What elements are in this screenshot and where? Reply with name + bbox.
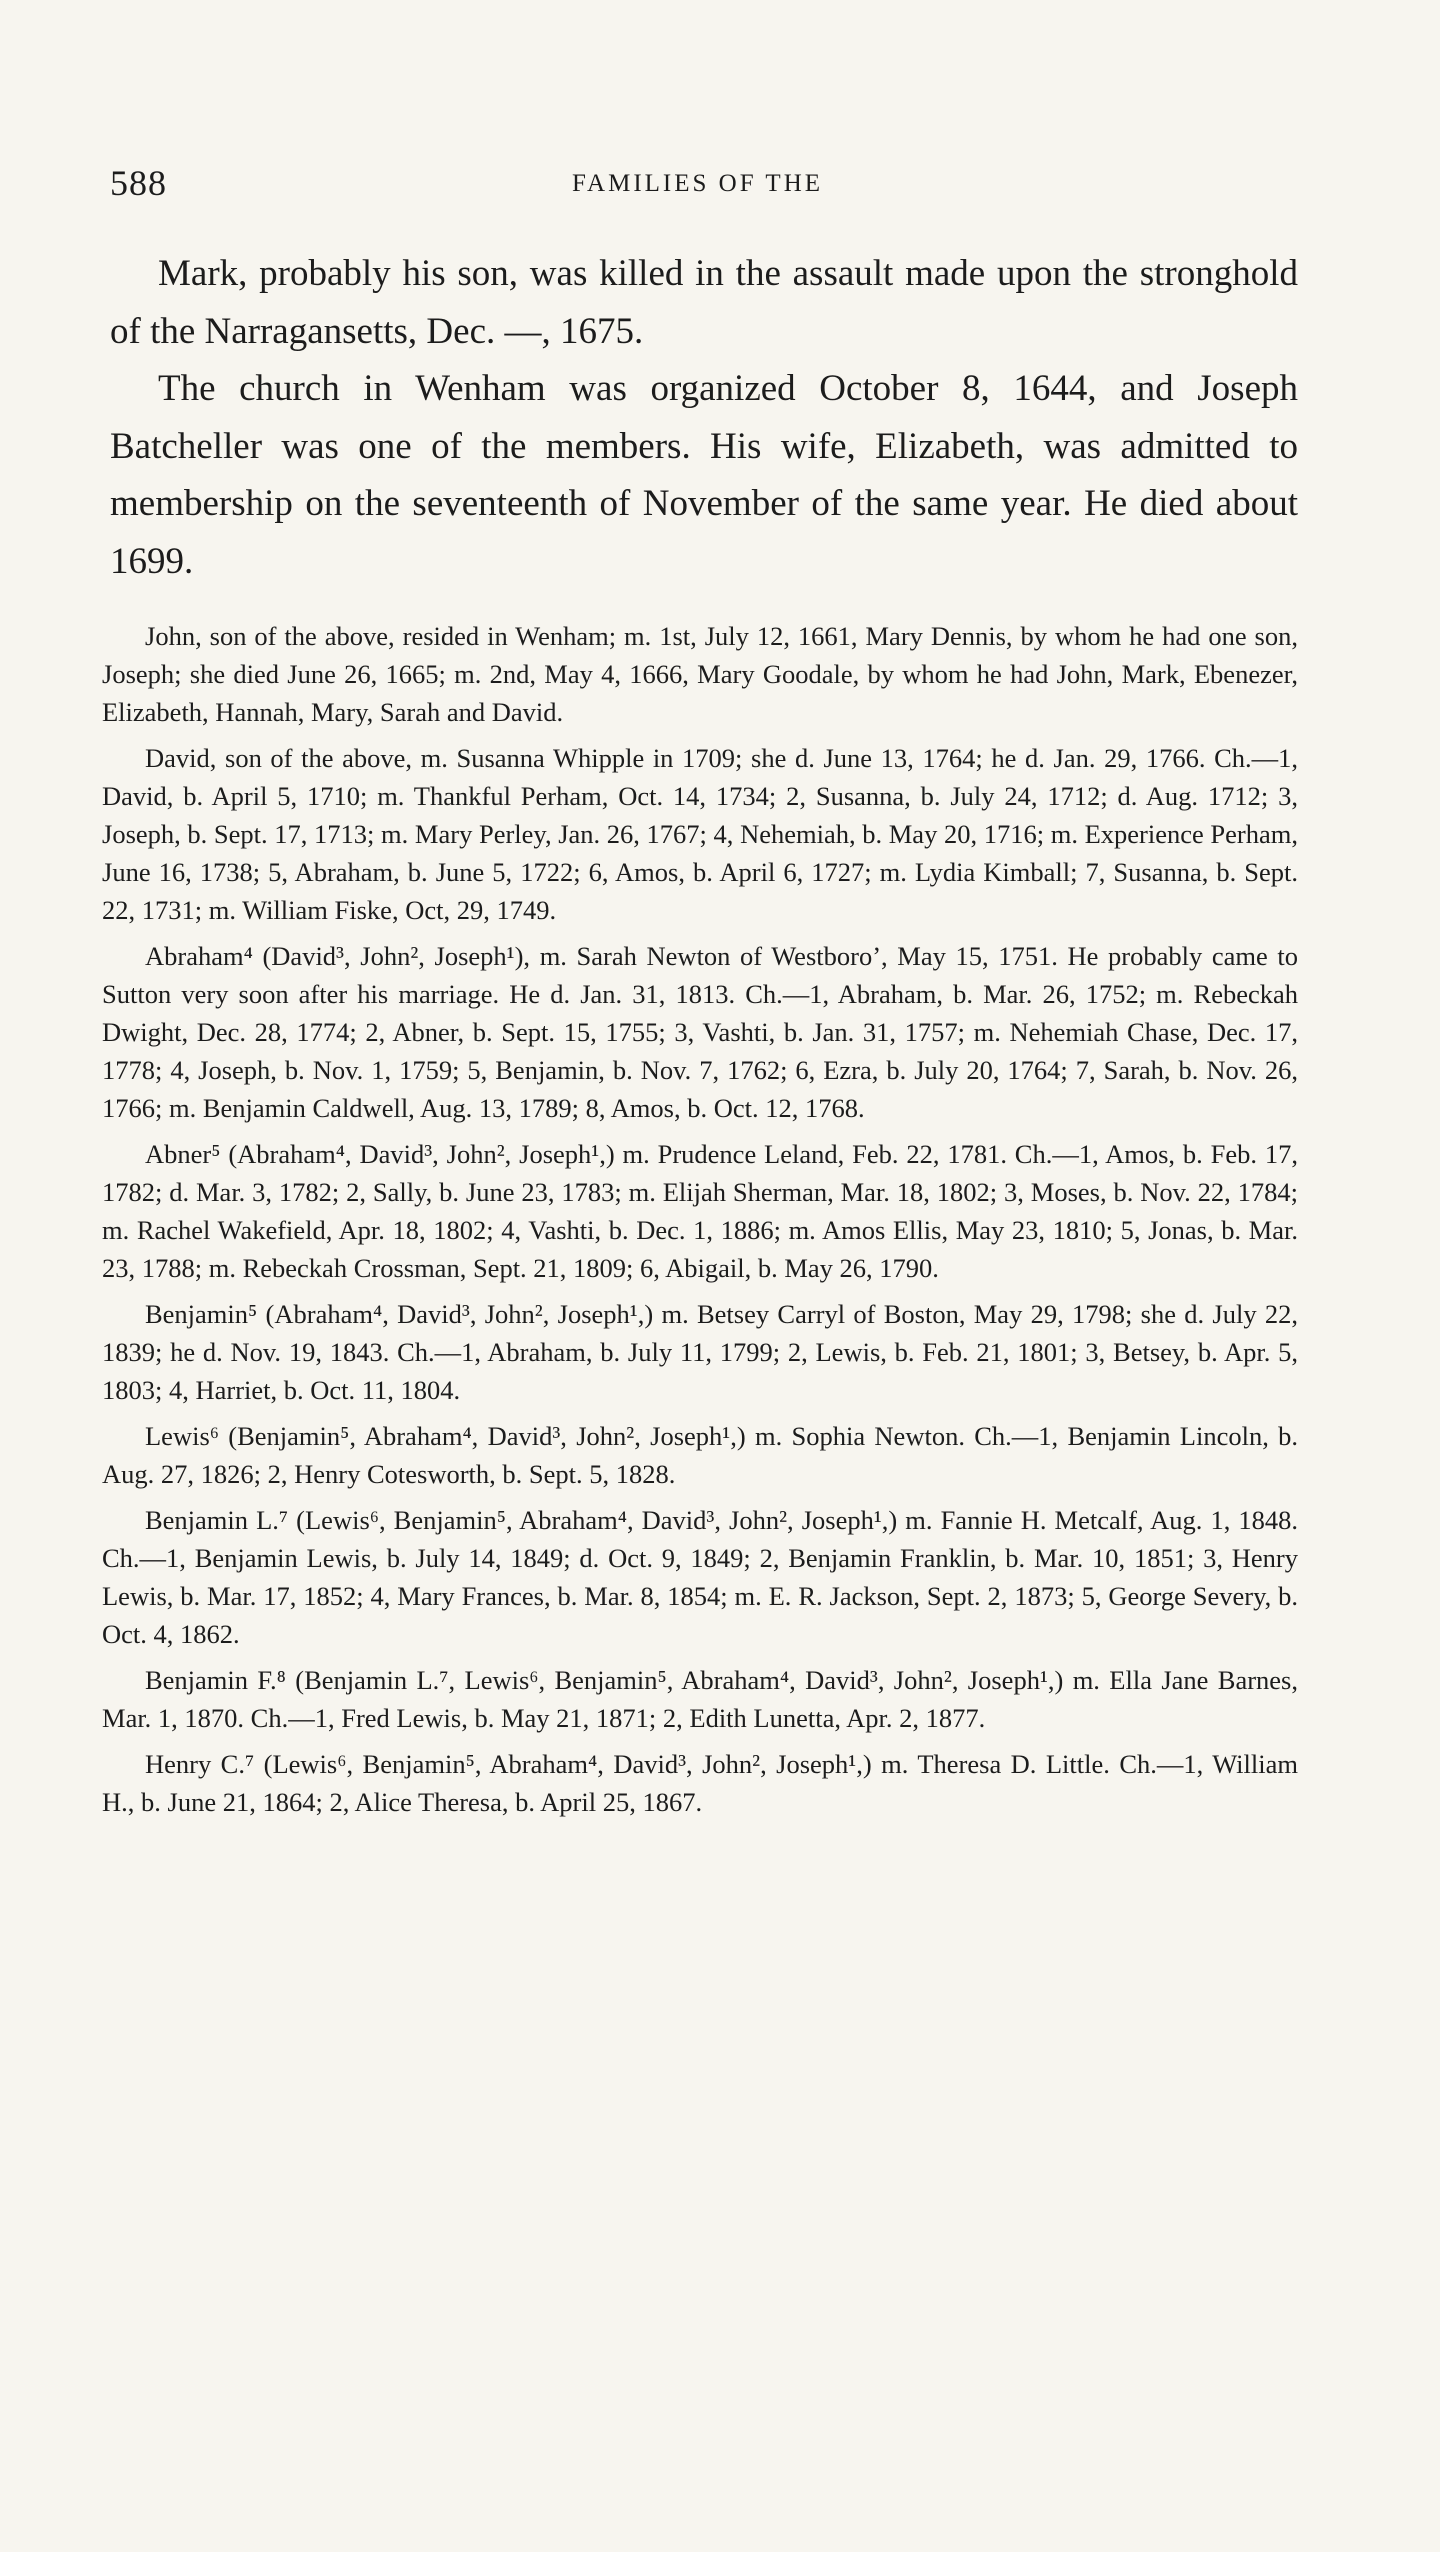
genealogy-entry-benjamin-l: Benjamin L.⁷ (Lewis⁶, Benjamin⁵, Abraham⁴, David³, John², Joseph¹,) m. Fannie H. Metcalf, Aug. 1, 1848. Ch.—1, Benjamin Lewis, b. July 14, 1849; d. Oct. 9, 1849; 2, Benjamin Franklin, b. Mar. 10, 1851; 3, Henry Lewis, b. Mar. 17, 1852; 4, Mary Frances, b. Mar. 8, 1854; m. E. R. Jackson, Sept. 2, 1873; 5, George Severy, b. Oct. 4, 1862. (102, 1505, 1298, 1649)
running-title: FAMILIES OF THE (571, 170, 824, 197)
page-number: 588 (110, 163, 167, 203)
genealogy-entries (102, 617, 1298, 1821)
genealogy-entry-benjamin-f: Benjamin F.⁸ (Benjamin L.⁷, Lewis⁶, Benjamin⁵, Abraham⁴, David³, John², Joseph¹,) m. Ella Jane Barnes, Mar. 1, 1870. Ch.—1, Fred Lewis, b. May 21, 1871; 2, Edith Lunetta, Apr. 2, 1877. (102, 1665, 1298, 1733)
intro-paragraph: The church in Wenham was organized October 8, 1644, and Joseph Batcheller was one of the members. His wife, Elizabeth, was admitted to membership on the seventeenth of November of the same year. He died about 1699. (110, 368, 1298, 582)
intro-paragraph: Mark, probably his son, was killed in the assault made upon the stronghold of the Narragansetts, Dec. —, 1675. (110, 253, 1298, 352)
genealogy-entry-lewis: Lewis⁶ (Benjamin⁵, Abraham⁴, David³, John², Joseph¹,) m. Sophia Newton. Ch.—1, Benjamin Lincoln, b. Aug. 27, 1826; 2, Henry Cotesworth, b. Sept. 5, 1828. (102, 1421, 1298, 1489)
genealogy-entry-david: David, son of the above, m. Susanna Whipple in 1709; she d. June 13, 1764; he d. Jan. 29, 1766. Ch.—1, David, b. April 5, 1710; m. Thankful Perham, Oct. 14, 1734; 2, Susanna, b. July 24, 1712; d. Aug. 1712; 3, Joseph, b. Sept. 17, 1713; m. Mary Perley, Jan. 26, 1767; 4, Nehemiah, b. May 20, 1716; m. Experience Perham, June 16, 1738; 5, Abraham, b. June 5, 1722; 6, Amos, b. April 6, 1727; m. Lydia Kimball; 7, Susanna, b. Sept. 22, 1731; m. William Fiske, Oct, 29, 1749. (102, 743, 1298, 925)
running-head (110, 162, 1285, 206)
genealogy-entry-benjamin: Benjamin⁵ (Abraham⁴, David³, John², Joseph¹,) m. Betsey Carryl of Boston, May 29, 1798; she d. July 22, 1839; he d. Nov. 19, 1843. Ch.—1, Abraham, b. July 11, 1799; 2, Lewis, b. Feb. 21, 1801; 3, Betsey, b. Apr. 5, 1803; 4, Harriet, b. Oct. 11, 1804. (102, 1299, 1298, 1405)
genealogy-entry-henry-c: Henry C.⁷ (Lewis⁶, Benjamin⁵, Abraham⁴, David³, John², Joseph¹,) m. Theresa D. Little. Ch.—1, William H., b. June 21, 1864; 2, Alice Theresa, b. April 25, 1867. (102, 1749, 1298, 1817)
intro-text (110, 245, 1298, 590)
genealogy-entry-john: John, son of the above, resided in Wenham; m. 1st, July 12, 1661, Mary Dennis, by whom he had one son, Joseph; she died June 26, 1665; m. 2nd, May 4, 1666, Mary Goodale, by whom he had John, Mark, Ebenezer, Elizabeth, Hannah, Mary, Sarah and David. (102, 621, 1298, 727)
genealogy-entry-abner: Abner⁵ (Abraham⁴, David³, John², Joseph¹,) m. Prudence Leland, Feb. 22, 1781. Ch.—1, Amos, b. Feb. 17, 1782; d. Mar. 3, 1782; 2, Sally, b. June 23, 1783; m. Elijah Sherman, Mar. 18, 1802; 3, Moses, b. Nov. 22, 1784; m. Rachel Wakefield, Apr. 18, 1802; 4, Vashti, b. Dec. 1, 1886; m. Amos Ellis, May 23, 1810; 5, Jonas, b. Mar. 23, 1788; m. Rebeckah Crossman, Sept. 21, 1809; 6, Abigail, b. May 26, 1790. (102, 1139, 1298, 1283)
genealogy-entry-abraham: Abraham⁴ (David³, John², Joseph¹), m. Sarah Newton of Westboro’, May 15, 1751. He probably came to Sutton very soon after his marriage. He d. Jan. 31, 1813. Ch.—1, Abraham, b. Mar. 26, 1752; m. Rebeckah Dwight, Dec. 28, 1774; 2, Abner, b. Sept. 15, 1755; 3, Vashti, b. Jan. 31, 1757; m. Nehemiah Chase, Dec. 17, 1778; 4, Joseph, b. Nov. 1, 1759; 5, Benjamin, b. Nov. 7, 1762; 6, Ezra, b. July 20, 1764; 7, Sarah, b. Nov. 26, 1766; m. Benjamin Caldwell, Aug. 13, 1789; 8, Amos, b. Oct. 12, 1768. (102, 941, 1298, 1123)
